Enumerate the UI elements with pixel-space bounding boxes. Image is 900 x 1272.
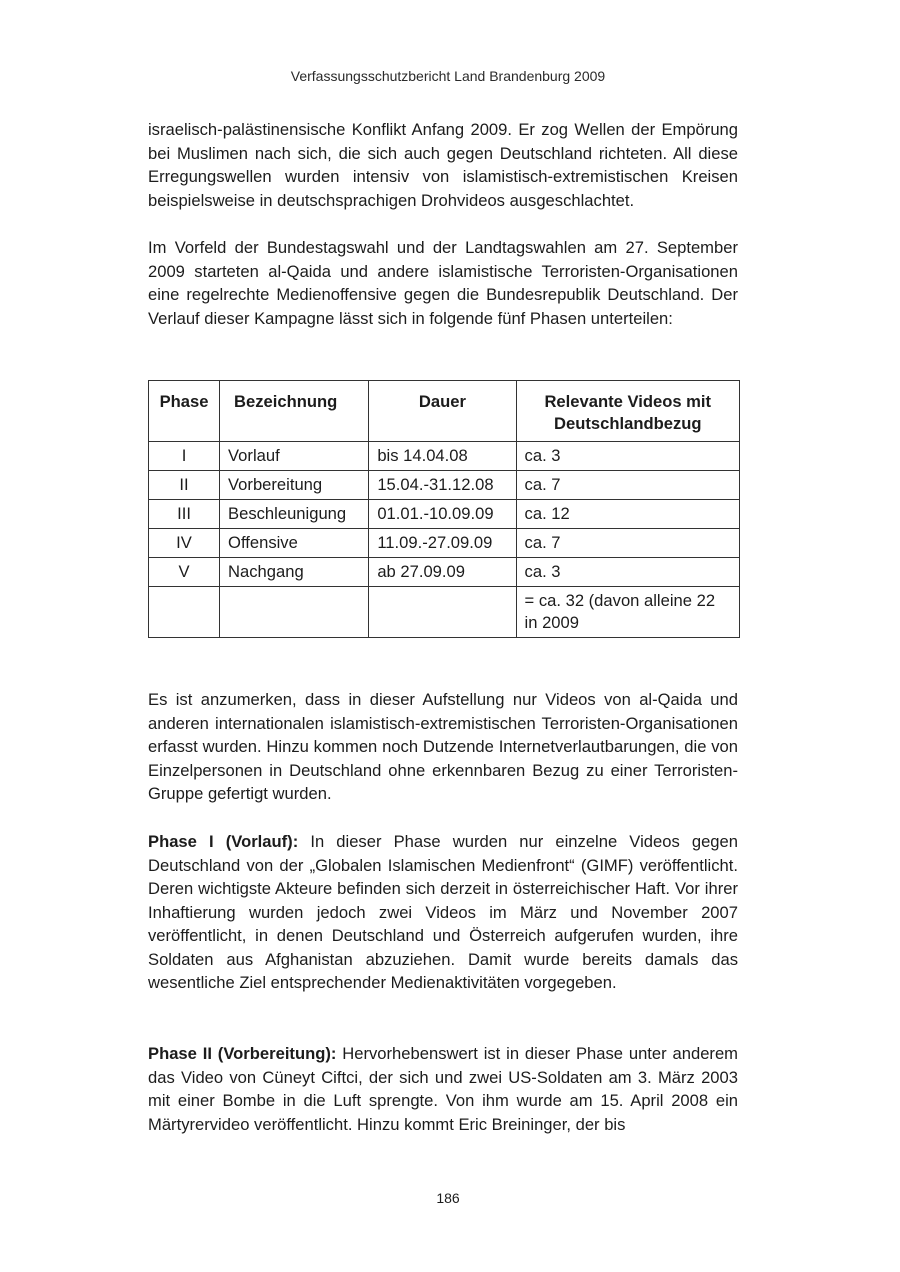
paragraph-phase-2 — [148, 1042, 738, 1136]
cell-phase: IV — [149, 529, 220, 558]
cell-duration: bis 14.04.08 — [369, 442, 516, 471]
page-number: 186 — [436, 1190, 460, 1206]
cell-name — [220, 587, 369, 638]
cell-phase: V — [149, 558, 220, 587]
paragraph-media-offensive: Im Vorfeld der Bundestagswahl und der Landtagswahlen am 27. September 2009 starteten al-Qaida und andere islamistische Terroristen-Organisationen eine regelrechte Medienoffensive gegen die Bundesrepublik Deutschland. Der Verlauf dieser Kampagne lässt sich in folgende fünf Phasen unterteilen: — [148, 238, 738, 328]
cell-phase: II — [149, 471, 220, 500]
phases-table — [148, 380, 740, 638]
phase-1-heading: Phase I (Vorlauf): — [148, 832, 299, 851]
header-dauer: Dauer — [369, 381, 516, 442]
cell-videos: ca. 7 — [516, 471, 739, 500]
cell-name: Vorbereitung — [220, 471, 369, 500]
paragraph-phase-1 — [148, 830, 738, 995]
paragraph-intro: israelisch-palästinensische Konflikt Anfang 2009. Er zog Wellen der Empörung bei Muslimen nach sich, die sich auch gegen Deutschland richteten. All diese Erregungswellen wurden intensiv von islamistisch-extremistischen Kreisen beispielsweise in deutschsprachigen Drohvideos ausgeschlachtet. — [148, 120, 738, 210]
running-header: Verfassungsschutzbericht Land Brandenburg 2009 — [290, 68, 606, 84]
cell-total-videos: = ca. 32 (davon alleine 22 in 2009 — [516, 587, 739, 638]
phase-1-text: In dieser Phase wurden nur einzelne Videos gegen Deutschland von der „Globalen Islamischen Medienfront“ (GIMF) veröffentlicht. Deren wichtigste Akteure befinden sich derzeit in österreichischer Haft. Vor ihrer Inhaftierung wurden jedoch zwei Videos im März und November 2007 veröffentlicht, in denen Deutschland und Österreich aufgerufen wurden, ihre Soldaten aus Afghanistan abzuziehen. Damit wurde bereits damals das wesentliche Ziel entsprechender Medienaktivitäten vorgegeben. — [148, 832, 738, 992]
cell-duration: ab 27.09.09 — [369, 558, 516, 587]
header-videos: Relevante Videos mit Deutschlandbezug — [516, 381, 739, 442]
cell-videos: ca. 3 — [516, 442, 739, 471]
table-row — [149, 558, 740, 587]
table-total-row — [149, 587, 740, 638]
cell-phase — [149, 587, 220, 638]
cell-videos: ca. 7 — [516, 529, 739, 558]
cell-phase: III — [149, 500, 220, 529]
cell-duration: 15.04.-31.12.08 — [369, 471, 516, 500]
cell-name: Nachgang — [220, 558, 369, 587]
header-bezeichnung: Bezeichnung — [220, 381, 369, 442]
paragraph-note: Es ist anzumerken, dass in dieser Aufstellung nur Videos von al-Qaida und anderen internationalen islamistisch-extremistischen Terroristen-Organisationen erfasst wurden. Hinzu kommen noch Dutzende Internetverlautbarungen, die von Einzelpersonen in Deutschland ohne erkennbaren Bezug zu einer Terroristen-Gruppe gefertigt wurden. — [148, 690, 738, 803]
cell-duration: 11.09.-27.09.09 — [369, 529, 516, 558]
phase-2-heading: Phase II (Vorbereitung): — [148, 1044, 337, 1063]
table-row — [149, 471, 740, 500]
cell-name: Vorlauf — [220, 442, 369, 471]
cell-videos: ca. 12 — [516, 500, 739, 529]
table-row — [149, 500, 740, 529]
table-header-row — [149, 381, 740, 442]
header-phase: Phase — [149, 381, 220, 442]
table-row — [149, 442, 740, 471]
phase-2-text: Hervorhebenswert ist in dieser Phase unter anderem das Video von Cüneyt Ciftci, der sich und zwei US-Soldaten am 3. März 2003 mit einer Bombe in die Luft sprengte. Von ihm wurde am 15. April 2008 ein Märtyrervideo veröffentlicht. Hinzu kommt Eric Breininger, der bis — [148, 1044, 739, 1134]
cell-duration — [369, 587, 516, 638]
cell-name: Offensive — [220, 529, 369, 558]
table-row — [149, 529, 740, 558]
cell-duration: 01.01.-10.09.09 — [369, 500, 516, 529]
cell-videos: ca. 3 — [516, 558, 739, 587]
cell-name: Beschleunigung — [220, 500, 369, 529]
cell-phase: I — [149, 442, 220, 471]
